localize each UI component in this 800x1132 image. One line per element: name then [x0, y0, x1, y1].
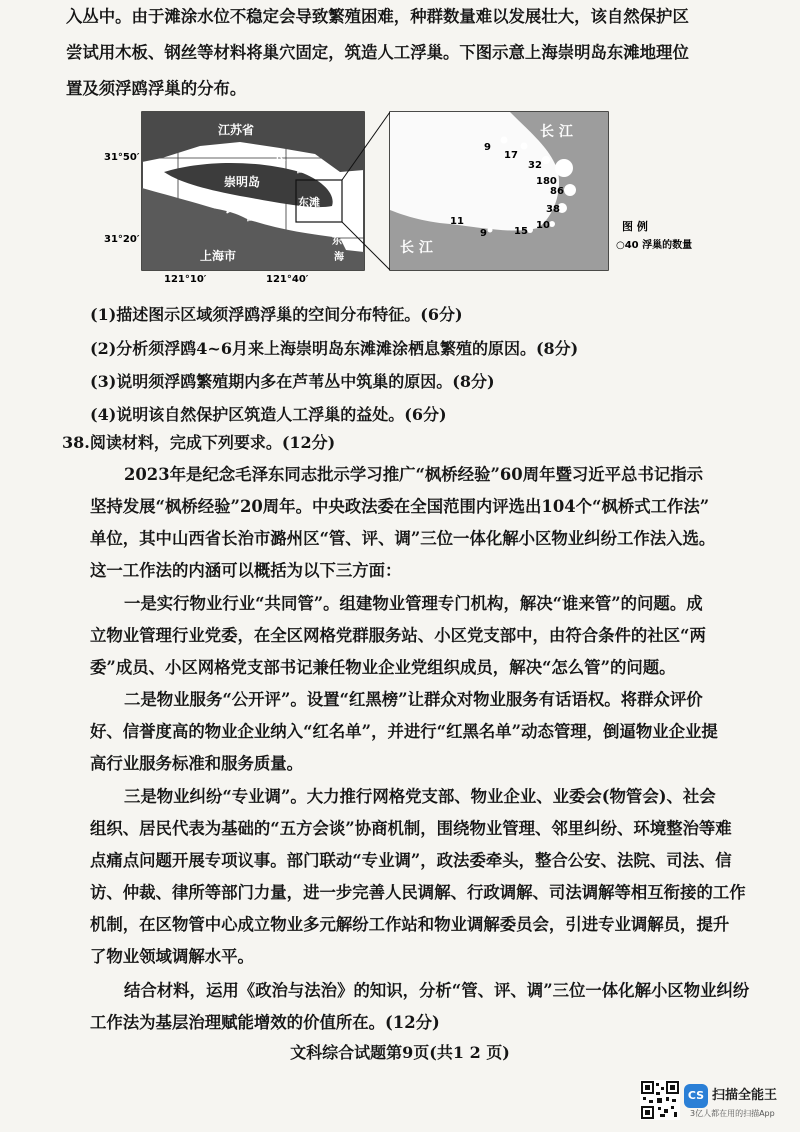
- nest-count: 9: [484, 142, 491, 153]
- changjiang-top-label: 长 江: [540, 124, 573, 140]
- nest-circle: [488, 228, 493, 233]
- q38-para2-line2: 立物业管理行业党委，在全区网格党群服务站、小区党支部中，由符合条件的社区“两: [90, 626, 706, 645]
- q38-para4-line6: 了物业领域调解水平。: [90, 947, 254, 966]
- camscanner-logo-icon: CS: [684, 1084, 708, 1108]
- q38-heading: 38.阅读材料，完成下列要求。(12分): [62, 433, 336, 452]
- q38-para4-line5: 机制，在区物管中心成立物业多元解纷工作站和物业调解委员会，引进专业调解员，提升: [90, 915, 730, 934]
- q38-para3-line1: 二是物业服务“公开评”。设置“红黑榜”让群众对物业服务有话语权。将群众评价: [124, 690, 703, 709]
- q38-para1-line2: 坚持发展“枫桥经验”20周年。中央政法委在全国范围内评选出104个“枫桥式工作法”: [90, 497, 710, 516]
- changjiang-char-1: 长: [274, 149, 287, 163]
- nest-count: 15: [514, 226, 528, 237]
- q38-para4-line3: 点痛点问题开展专项议事。部门联动“专业调”，政法委牵头，整合公安、法院、司法、信: [90, 851, 732, 870]
- q38-para1-line1: 2023年是纪念毛泽东同志批示学习推广“枫桥经验”60周年暨习近平总书记指示: [124, 465, 704, 484]
- changjiang-char-4: 江: [246, 209, 259, 223]
- q38-task-line2: 工作法为基层治理赋能增效的价值所在。(12分): [90, 1013, 440, 1032]
- intro-line-2: 尝试用木板、钢丝等材料将巢穴固定，筑造人工浮巢。下图示意上海崇明岛东滩地理位: [66, 43, 689, 62]
- legend-title: 图 例: [622, 220, 648, 233]
- q38-para4-line2: 组织、居民代表为基础的“五方会谈”协商机制，围绕物业管理、邻里纠纷、环境整治等难: [90, 819, 732, 838]
- nest-circle: [564, 184, 576, 196]
- nest-count: 180: [536, 176, 557, 187]
- lat-north-label: 31°50′: [104, 152, 140, 163]
- q38-para2-line1: 一是实行物业行业“共同管”。组建物业管理专门机构，解决“谁来管”的问题。成: [124, 594, 703, 613]
- shanghai-label: 上海市: [200, 249, 237, 263]
- chongming-label: 崇明岛: [224, 175, 261, 189]
- q38-task-line1: 结合材料，运用《政治与法治》的知识，分析“管、评、调”三位一体化解小区物业纠纷: [124, 981, 750, 1000]
- question-4: (4)说明该自然保护区筑造人工浮巢的益处。(6分): [90, 405, 447, 424]
- nest-count: 38: [546, 204, 560, 215]
- lat-south-label: 31°20′: [104, 234, 140, 245]
- nest-circle: [521, 143, 528, 150]
- changjiang-bottom-label: 长 江: [400, 240, 433, 256]
- question-3: (3)说明须浮鸥繁殖期内多在芦苇丛中筑巢的原因。(8分): [90, 372, 495, 391]
- legend: [616, 219, 692, 251]
- changjiang-char-3: 长: [224, 201, 237, 215]
- donghai-char-1: 东: [332, 236, 342, 247]
- scanner-tagline: 3亿人都在用的扫描App: [690, 1109, 775, 1118]
- q38-para4-line4: 访、仲裁、律所等部门力量，进一步完善人民调解、行政调解、司法调解等相互衔接的工作: [90, 883, 746, 902]
- right-map: [390, 112, 608, 270]
- nest-count: 11: [450, 216, 464, 227]
- lon-east-label: 121°40′: [266, 274, 309, 282]
- intro-line-1: 入丛中。由于滩涂水位不稳定会导致繁殖困难，种群数量难以发展壮大，该自然保护区: [66, 7, 689, 26]
- changjiang-char-2: 江: [296, 161, 309, 175]
- question-1: (1)描述图示区域须浮鸥浮巢的空间分布特征。(6分): [90, 305, 463, 324]
- scanner-watermark: [640, 1078, 800, 1126]
- q38-para1-line4: 这一工作法的内涵可以概括为以下三方面：: [90, 561, 402, 580]
- left-map: [104, 112, 364, 282]
- intro-line-3: 置及须浮鸥浮巢的分布。: [66, 79, 247, 98]
- page-footer: 文科综合试题第9页(共1 2 页): [290, 1043, 510, 1062]
- scanner-app-name: 扫描全能王: [712, 1088, 778, 1103]
- donghai-char-2: 海: [334, 252, 344, 263]
- map-svg: [100, 110, 740, 282]
- jiangsu-label: 江苏省: [218, 123, 255, 137]
- lon-west-label: 121°10′: [164, 274, 207, 282]
- nest-count: 86: [550, 186, 564, 197]
- nest-count: 32: [528, 160, 542, 171]
- nest-count: 17: [504, 150, 518, 161]
- dongtan-label: 东滩: [298, 196, 320, 209]
- q38-para4-line1: 三是物业纠纷“专业调”。大力推行网格党支部、物业企业、业委会(物管会)、社会: [124, 787, 716, 806]
- q38-para1-line3: 单位，其中山西省长治市潞州区“管、评、调”三位一体化解小区物业纠纷工作法入选。: [90, 529, 716, 548]
- q38-para3-line3: 高行业服务标准和服务质量。: [90, 754, 304, 773]
- nest-circle: [542, 156, 550, 164]
- map-figure: [100, 110, 740, 282]
- nest-count: 9: [480, 228, 487, 239]
- legend-item: ○40 浮巢的数量: [616, 240, 693, 251]
- nest-count: 10: [536, 220, 550, 231]
- question-2: (2)分析须浮鸥4~6月来上海崇明岛东滩滩涂栖息繁殖的原因。(8分): [90, 339, 579, 358]
- q38-para2-line3: 委”成员、小区网格党支部书记兼任物业企业党组织成员，解决“怎么管”的问题。: [90, 658, 676, 677]
- qr-code-icon: [640, 1080, 680, 1120]
- q38-para3-line2: 好、信誉度高的物业企业纳入“红名单”，并进行“红黑名单”动态管理，倒逼物业企业提: [90, 722, 718, 741]
- nest-circle: [501, 137, 507, 143]
- nest-circle-large: [555, 159, 573, 177]
